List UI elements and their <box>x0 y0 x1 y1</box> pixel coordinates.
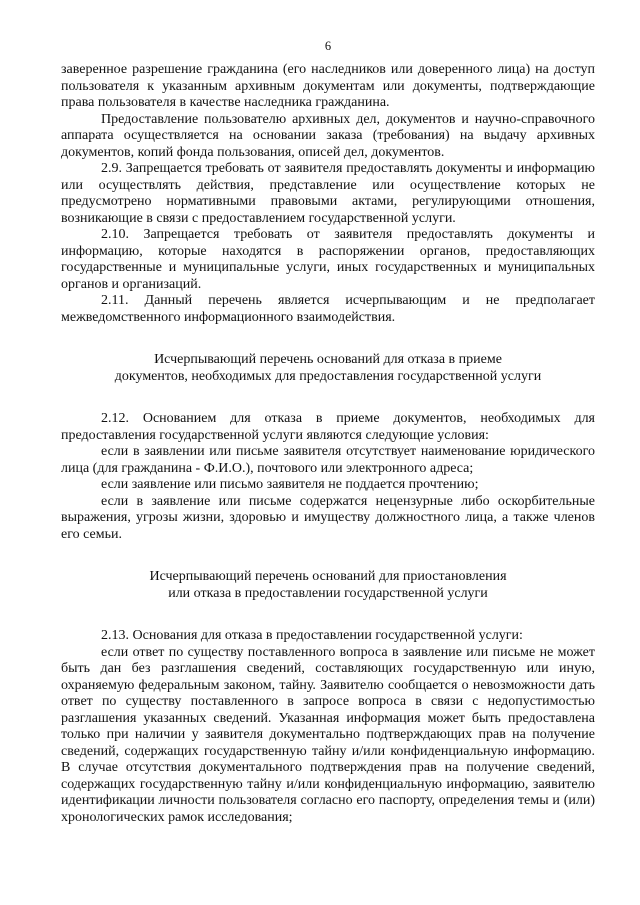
paragraph-2-10: 2.10. Запрещается требовать от заявителя предоставлять документы и информацию, которые находятся в распоряжении органов, предоставляющих государственные и муниципальные услуги, иных государственных и муниципальных органов и организаций. <box>61 227 595 292</box>
condition-obscene: если в заявление или письме содержатся нецензурные либо оскорбительные выражения, угрозы жизни, здоровью и имуществу должностного лица, а также членов его семьи. <box>61 493 595 542</box>
condition-unreadable: если заявление или письмо заявителя не поддается прочтению; <box>101 477 479 492</box>
paragraph-2-12: 2.12. Основанием для отказа в приеме документов, необходимых для предоставления государственной услуги являются следующие условия: <box>61 411 595 443</box>
section-heading-suspension-refusal <box>61 569 595 602</box>
heading-line: Исчерпывающий перечень оснований для отказа в приеме <box>154 352 502 367</box>
paragraph-secret-information: если ответ по существу поставленного вопроса в заявление или письме не может быть дан без разглашения сведений, составляющих государственную или иную, охраняемую федеральным законом, тайну. Заявителю сообщается о невозможности дать ответ по существу поставленного в запросе вопроса в связи с недопустимостью разглашения указанных сведений. Указанная информация может быть предоставлена только при наличии у заявителя документально подтверждающих прав на получение сведений, содержащих государственную тайну и/или конфиденциальную информацию. В случае отсутствия документального подтверждения прав на получение сведений, содержащих государственную тайну и/или конфиденциальную информацию, заявителю идентификации личности пользователя согласно его паспорту, определения темы и (или) хронологических рамок исследования; <box>61 644 595 825</box>
paragraph-2-9: 2.9. Запрещается требовать от заявителя предоставлять документы и информацию или осуществлять действия, представление или осуществление которых не предусмотрено нормативными правовыми актами, регулирующими отношения, возникающие в связи с предоставлением государственной услуги. <box>61 161 595 226</box>
heading-line: Исчерпывающий перечень оснований для приостановления <box>149 569 507 584</box>
heading-line: или отказа в предоставлении государственной услуги <box>168 585 488 601</box>
page-number: 6 <box>324 39 332 53</box>
paragraph-2-11: 2.11. Данный перечень является исчерпывающим и не предполагает межведомственного информационного взаимодействия. <box>61 293 595 325</box>
paragraph-2-13: 2.13. Основания для отказа в предоставлении государственной услуги: <box>101 628 523 643</box>
paragraph-continuation: заверенное разрешение гражданина (его наследников или доверенного лица) на доступ пользователя к указанным архивным документам или документы, подтверждающие права пользователя в качестве наследника гражданина. <box>61 62 595 110</box>
section-heading-refusal-acceptance <box>61 352 595 385</box>
condition-missing-name: если в заявлении или письме заявителя отсутствует наименование юридического лица (для гражданина - Ф.И.О.), почтового или электронного адреса; <box>61 444 595 476</box>
paragraph-archive-access: Предоставление пользователю архивных дел, документов и научно-справочного аппарата осуществляется на основании заказа (требования) на выдачу архивных документов, копий фонда пользования, описей дел, документов. <box>61 111 595 160</box>
heading-line: документов, необходимых для предоставления государственной услуги <box>114 368 542 384</box>
